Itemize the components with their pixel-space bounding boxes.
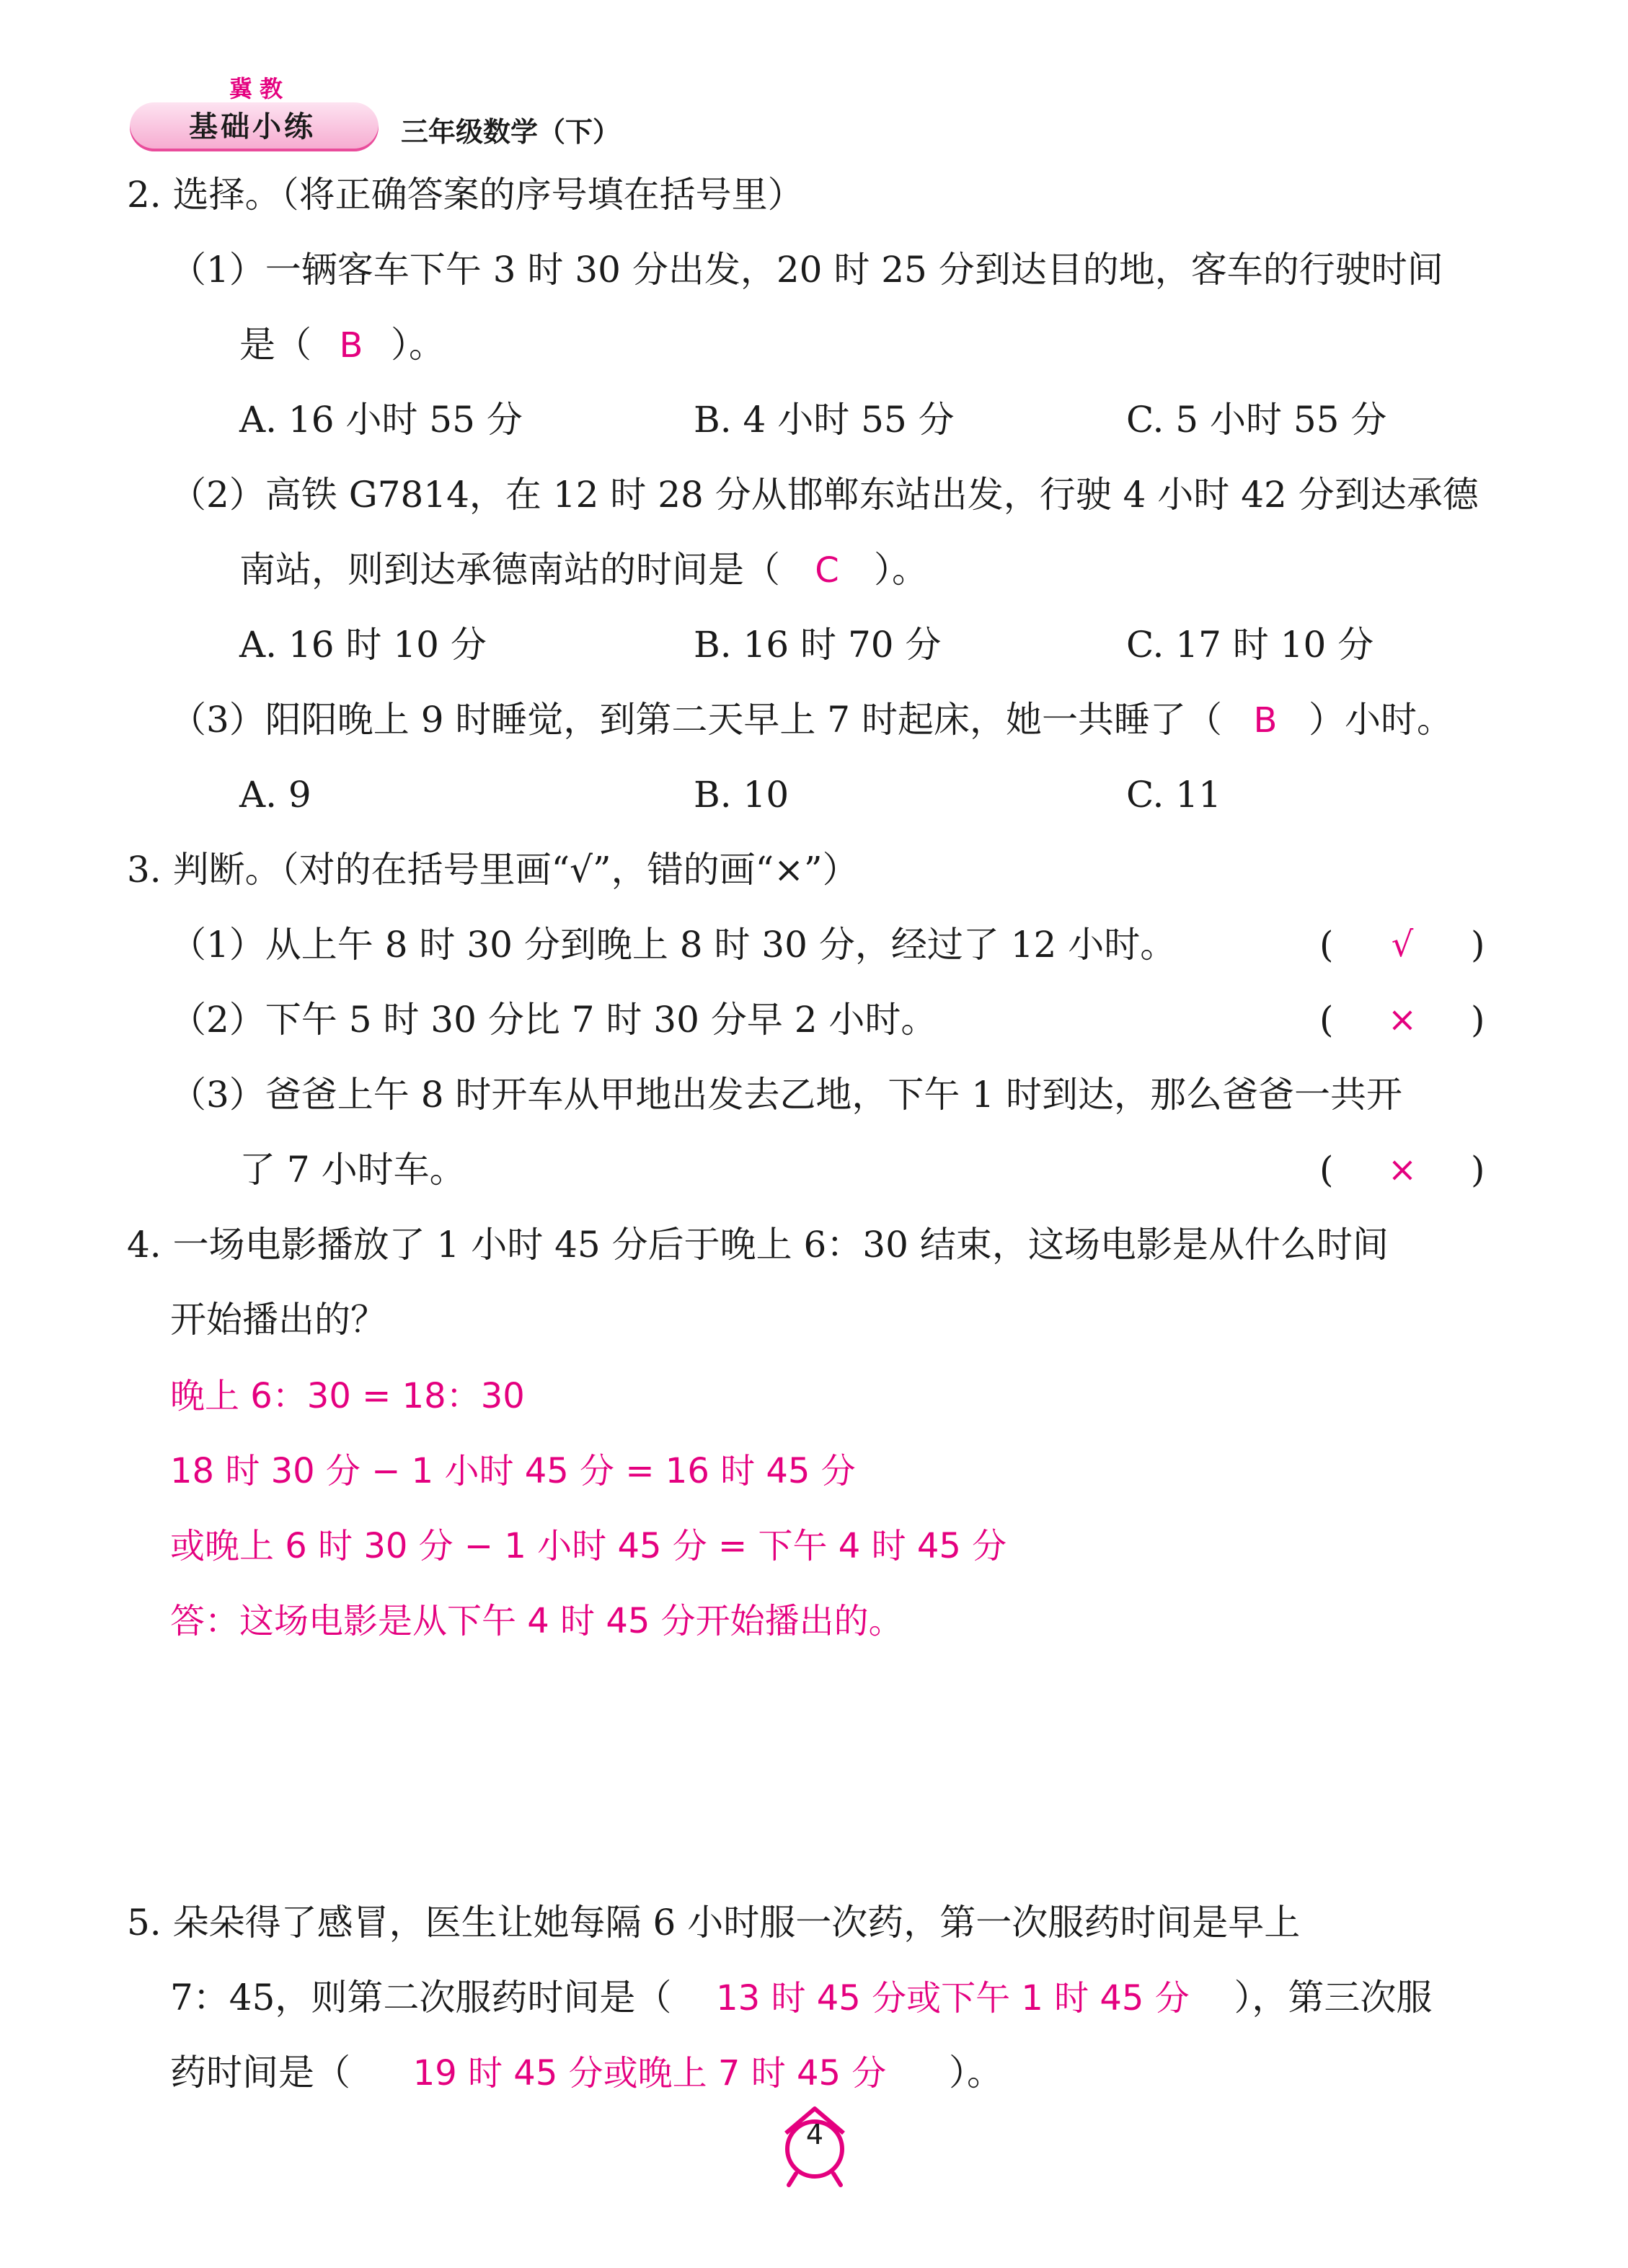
q3-3-paren-right: ) [1471, 1149, 1485, 1191]
q3-1-paren-right: ) [1471, 924, 1485, 966]
q4-solution-line: 或晚上 6 时 30 分 − 1 小时 45 分 = 下午 4 时 45 分 [170, 1526, 1007, 1566]
q2-1-text: （1）一辆客车下午 3 时 30 分出发，20 时 25 分到达目的地，客车的行驶时间 [170, 249, 1443, 291]
q2-1-option-c: C. 5 小时 55 分 [1126, 399, 1387, 441]
q2-1-answer: B [339, 325, 363, 366]
q2-3-option-b: B. 10 [694, 774, 789, 816]
q3-1-paren-left: ( [1319, 924, 1334, 966]
q3-2-text: （2）下午 5 时 30 分比 7 时 30 分早 2 小时。 [170, 999, 937, 1041]
q3-3-text: （3）爸爸上午 8 时开车从甲地出发去乙地，下午 1 时到达，那么爸爸一共开 [170, 1074, 1403, 1116]
q2-title: 2. 选择。（将正确答案的序号填在括号里） [127, 174, 804, 216]
header-subject: 三年级数学（下） [401, 116, 621, 148]
q3-3-text2: 了 7 小时车。 [239, 1149, 466, 1191]
header-edition: 冀教 [229, 75, 291, 102]
q2-2-option-c: C. 17 时 10 分 [1126, 624, 1374, 666]
q2-3-text: （3）阳阳晚上 9 时睡觉，到第二天早上 7 时起床，她一共睡了（ B ）小时。 [170, 699, 1454, 741]
q3-1-text: （1）从上午 8 时 30 分到晚上 8 时 30 分，经过了 12 小时。 [170, 924, 1177, 966]
q2-2-answer: C [815, 550, 839, 591]
q3-2-answer: × [1387, 1000, 1417, 1040]
q5-text2: 7：45，则第二次服药时间是（ 13 时 45 分或下午 1 时 45 分 ），第三次服 [170, 1977, 1433, 2018]
page-number: 4 [805, 2119, 824, 2150]
q4-text2: 开始播出的？ [170, 1299, 386, 1341]
q3-3-paren-left: ( [1319, 1149, 1334, 1191]
q5-answer-2: 19 时 45 分或晚上 7 时 45 分 [412, 2053, 887, 2093]
q2-3-option-a: A. 9 [239, 774, 311, 816]
q2-2-option-a: A. 16 时 10 分 [239, 624, 487, 666]
q2-1-option-a: A. 16 小时 55 分 [239, 399, 523, 441]
q2-3-answer: B [1253, 700, 1278, 741]
q2-3-option-c: C. 11 [1126, 774, 1221, 816]
q2-2-option-b: B. 16 时 70 分 [694, 624, 942, 666]
q5-text: 5. 朵朵得了感冒，医生让她每隔 6 小时服一次药，第一次服药时间是早上 [127, 1902, 1301, 1943]
q4-solution-line: 18 时 30 分 − 1 小时 45 分 = 16 时 45 分 [170, 1451, 856, 1491]
q5-text3: 药时间是（ 19 时 45 分或晚上 7 时 45 分 ）。 [170, 2052, 1003, 2093]
q3-2-paren-right: ) [1471, 999, 1485, 1041]
q4-text: 4. 一场电影播放了 1 小时 45 分后于晚上 6：30 结束，这场电影是从什么时间 [127, 1224, 1389, 1266]
q2-1-option-b: B. 4 小时 55 分 [694, 399, 955, 441]
q3-1-answer: √ [1391, 925, 1414, 965]
q3-title: 3. 判断。（对的在括号里画“√”，错的画“×”） [127, 849, 859, 891]
q3-2-paren-left: ( [1319, 999, 1334, 1041]
q2-2-text2: 南站，则到达承德南站的时间是（ C ）。 [239, 549, 928, 591]
q4-answer: 答：这场电影是从下午 4 时 45 分开始播出的。 [170, 1601, 903, 1641]
q2-2-text: （2）高铁 G7814，在 12 时 28 分从邯郸东站出发，行驶 4 小时 42 分到达承德 [170, 474, 1479, 516]
q3-3-answer: × [1387, 1150, 1417, 1190]
q4-solution-line: 晚上 6：30 = 18：30 [170, 1376, 525, 1416]
q2-1-text2: 是（ B ）。 [239, 324, 445, 366]
header-series: 基础小练 [189, 110, 316, 144]
q5-answer-1: 13 时 45 分或下午 1 时 45 分 [716, 1978, 1190, 2018]
